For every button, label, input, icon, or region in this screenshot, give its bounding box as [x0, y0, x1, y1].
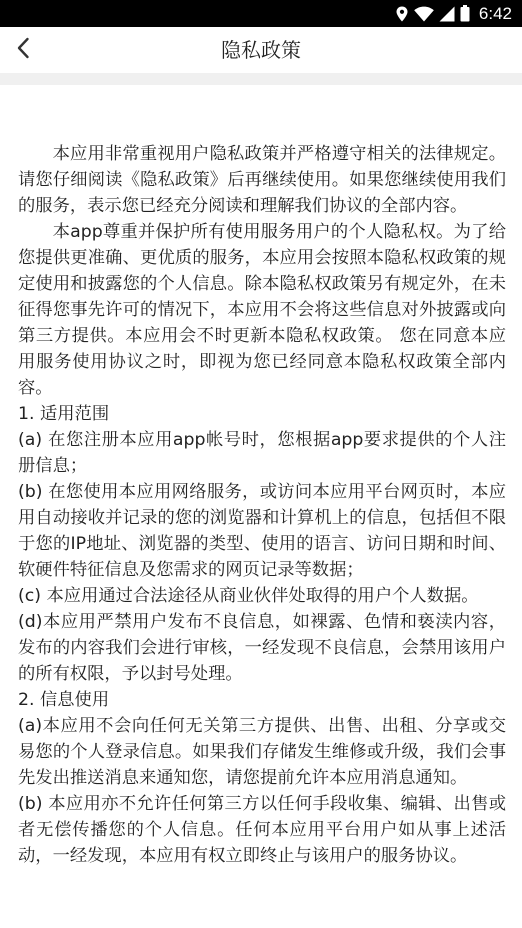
- wifi-icon: [414, 6, 434, 22]
- section-heading-scope: 1. 适用范围: [18, 404, 110, 424]
- section-heading-usage: 2. 信息使用: [18, 690, 110, 710]
- battery-icon: [460, 5, 470, 22]
- usage-item-a: (a)本应用不会向任何无关第三方提供、出售、出租、分享或交易您的个人登录信息。如果我们存储发生维修或升级，我们会事先发出推送消息来通知您，请您提前允许本应用消息通知。: [18, 716, 506, 788]
- status-bar: [0, 0, 522, 27]
- policy-content: [18, 141, 506, 869]
- intro-paragraph: 本应用非常重视用户隐私政策并严格遵守相关的法律规定。请您仔细阅读《隐私政策》后再继续使用。如果您继续使用我们的服务，表示您已经充分阅读和理解我们协议的全部内容。: [18, 144, 506, 216]
- signal-icon: [439, 6, 455, 22]
- location-icon: [395, 6, 409, 22]
- scope-item-c: (c) 本应用通过合法途径从商业伙伴处取得的用户个人数据。: [18, 586, 479, 606]
- status-time: 6:42: [478, 3, 512, 23]
- scope-item-b: (b) 在您使用本应用网络服务，或访问本应用平台网页时，本应用自动接收并记录的您的浏览器和计算机上的信息，包括但不限于您的IP地址、浏览器的类型、使用的语言、访问日期和时间、软硬件特征信息及您需求的网页记录等数据；: [18, 482, 506, 580]
- header-divider: [0, 73, 522, 85]
- usage-item-b: (b) 本应用亦不允许任何第三方以任何手段收集、编辑、出售或者无偿传播您的个人信息。任何本应用平台用户如从事上述活动，一经发现，本应用有权立即终止与该用户的服务协议。: [18, 794, 506, 866]
- page-title: 隐私政策: [221, 38, 301, 62]
- scope-item-d: (d)本应用严禁用户发布不良信息，如裸露、色情和亵渎内容，发布的内容我们会进行审核，一经发现不良信息，会禁用该用户的所有权限，予以封号处理。: [18, 612, 506, 684]
- header-bar: [0, 27, 522, 73]
- privacy-statement-paragraph: 本app尊重并保护所有使用服务用户的个人隐私权。为了给您提供更准确、更优质的服务，本应用会按照本隐私权政策的规定使用和披露您的个人信息。除本隐私权政策另有规定外，在未征得您事先许可的情况下，本应用不会将这些信息对外披露或向第三方提供。本应用会不时更新本隐私权政策。 您在同意本应用服务使用协议之时，即视为您已经同意本隐私权政策全部内容。: [18, 222, 506, 398]
- scope-item-a: (a) 在您注册本应用app帐号时，您根据app要求提供的个人注册信息；: [18, 430, 506, 476]
